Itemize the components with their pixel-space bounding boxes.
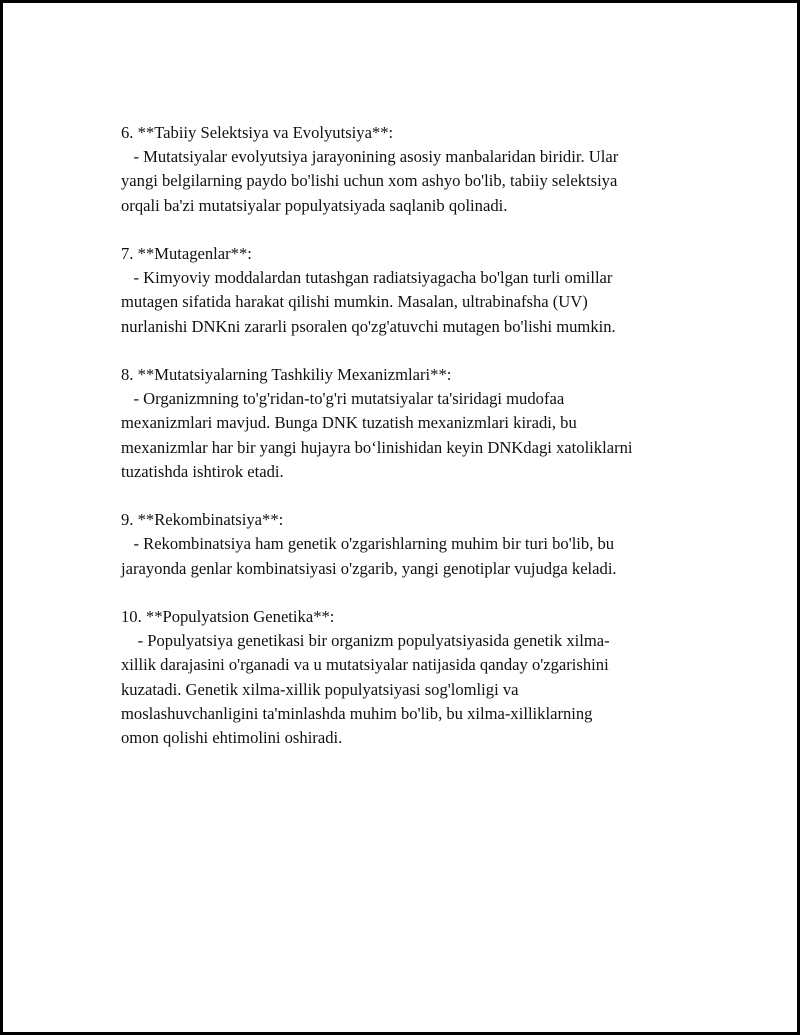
paragraph-line: tuzatishda ishtirok etadi.: [121, 461, 284, 481]
section-mutatsiyalar-mexanizmlari: [121, 363, 721, 484]
paragraph-line: mexanizmlar har bir yangi hujayra bo‘linishidan keyin DNKdagi xatoliklarni: [121, 437, 633, 457]
paragraph-line: - Kimyoviy moddalardan tutashgan radiatsiyagacha bo'lgan turli omillar: [121, 268, 613, 288]
paragraph-line: - Mutatsiyalar evolyutsiya jarayonining asosiy manbalaridan biridir. Ular: [121, 147, 619, 167]
section-heading: 9. **Rekombinatsiya**:: [121, 510, 284, 530]
paragraph-line: - Populyatsiya genetikasi bir organizm populyatsiyasida genetik xilma-: [121, 631, 610, 651]
paragraph-line: nurlanishi DNKni zararli psoralen qo'zg'atuvchi mutagen bo'lishi mumkin.: [121, 316, 616, 336]
section-heading: 8. **Mutatsiyalarning Tashkiliy Mexanizmlari**:: [121, 365, 452, 384]
section-mutagenlar: [121, 242, 721, 339]
section-tabiiy-selektsiya: [121, 121, 721, 218]
paragraph-line: mutagen sifatida harakat qilishi mumkin. Masalan, ultrabinafsha (UV): [121, 292, 588, 312]
paragraph-line: xillik darajasini o'rganadi va u mutatsiyalar natijasida qanday o'zgarishini: [121, 655, 609, 675]
section-heading: 7. **Mutagenlar**:: [121, 244, 252, 263]
paragraph-line: orqali ba'zi mutatsiyalar populyatsiyada saqlanib qolinadi.: [121, 195, 508, 215]
paragraph-line: kuzatadi. Genetik xilma-xillik populyatsiyasi sog'lomligi va: [121, 679, 519, 699]
paragraph-line: - Rekombinatsiya ham genetik o'zgarishlarning muhim bir turi bo'lib, bu: [121, 534, 615, 554]
document-body: [121, 121, 721, 774]
paragraph-line: yangi belgilarning paydo bo'lishi uchun xom ashyo bo'lib, tabiiy selektsiya: [121, 171, 618, 191]
section-heading: 6. **Tabiiy Selektsiya va Evolyutsiya**:: [121, 123, 394, 142]
paragraph-line: jarayonda genlar kombinatsiyasi o'zgarib, yangi genotiplar vujudga keladi.: [121, 558, 617, 578]
section-rekombinatsiya: [121, 508, 721, 581]
paragraph-line: moslashuvchanligini ta'minlashda muhim bo'lib, bu xilma-xilliklarning: [121, 703, 593, 723]
paragraph-line: omon qolishi ehtimolini oshiradi.: [121, 728, 343, 748]
paragraph-line: - Organizmning to'g'ridan-to'g'ri mutatsiyalar ta'siridagi mudofaa: [121, 389, 565, 409]
section-populyatsion-genetika: [121, 605, 721, 750]
paragraph-line: mexanizmlari mavjud. Bunga DNK tuzatish mexanizmlari kiradi, bu: [121, 413, 577, 433]
section-heading: 10. **Populyatsion Genetika**:: [121, 607, 335, 626]
